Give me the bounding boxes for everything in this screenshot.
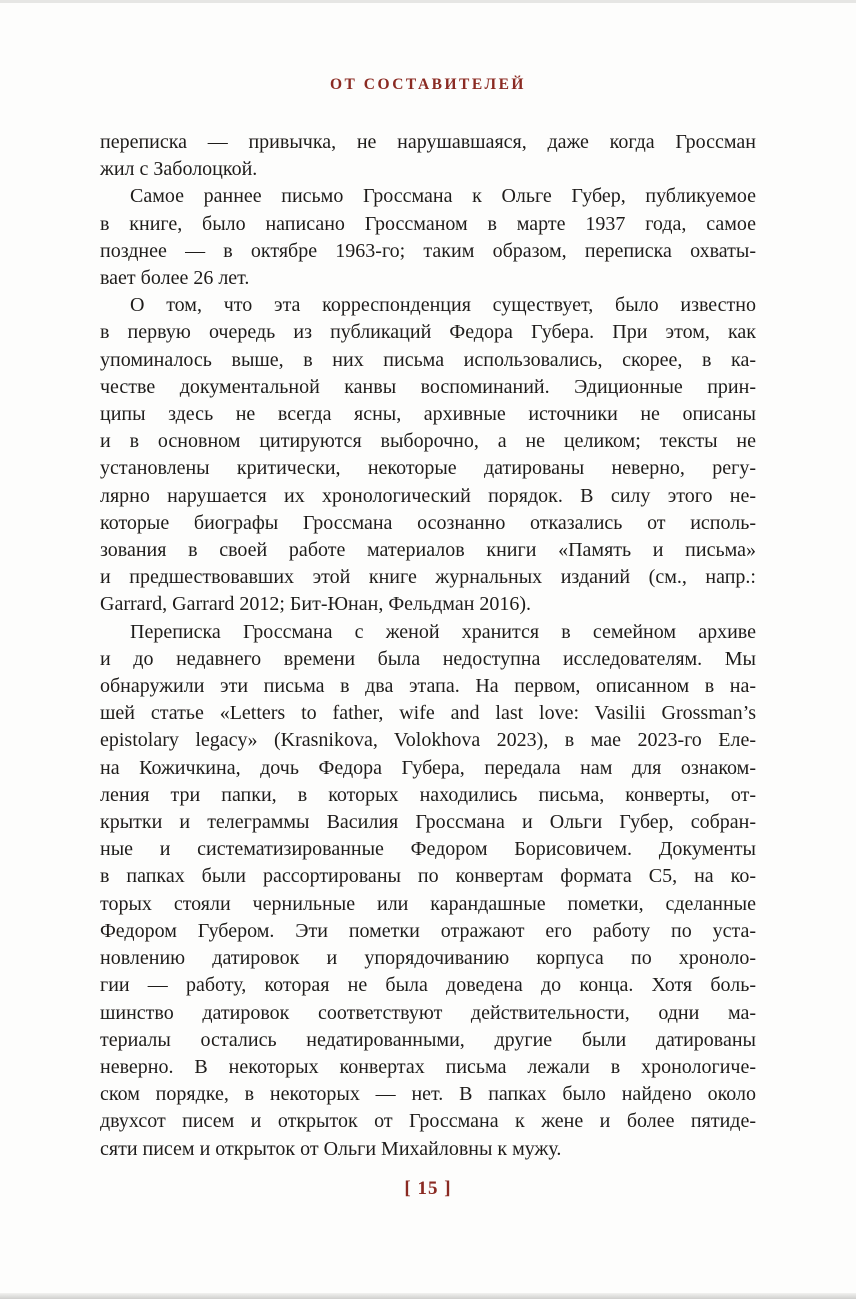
text-line: неверно. В некоторых конвертах письма лежали в хронологиче- (100, 1055, 756, 1078)
text-line: крытки и телеграммы Василия Гроссмана и Ольги Губер, собран- (100, 811, 756, 834)
text-line: новлению датировок и упорядочиванию корпуса по хроноло- (100, 947, 756, 970)
text-line: обнаружили эти письма в два этапа. На первом, описанном в на- (100, 675, 756, 698)
text-line: в книге, было написано Гроссманом в марте 1937 года, самое (100, 212, 756, 235)
text-line: Garrard, Garrard 2012; Бит-Юнан, Фельдман 2016). (100, 593, 532, 616)
page-top-edge (0, 0, 856, 3)
text-line: Федором Губером. Эти пометки отражают его работу по уста- (100, 919, 756, 942)
text-line: и предшествовавших этой книге журнальных изданий (см., напр.: (100, 566, 756, 589)
body-text (100, 129, 756, 1163)
text-line: лярно нарушается их хронологический порядок. В силу этого не- (100, 484, 756, 507)
text-line: ципы здесь не всегда ясны, архивные источники не описаны (100, 403, 756, 426)
text-line: переписка — привычка, не нарушавшаяся, даже когда Гроссман (100, 131, 756, 153)
text-line: ском порядке, в некоторых — нет. В папках было найдено около (100, 1083, 756, 1106)
text-line: шинство датировок соответствуют действительности, одни ма- (100, 1001, 756, 1024)
text-line: и в основном цитируются выборочно, а не целиком; тексты не (100, 430, 756, 453)
text-line: ные и систематизированные Федором Борисовичем. Документы (100, 838, 756, 861)
running-head: ОТ СОСТАВИТЕЛЕЙ (330, 76, 526, 93)
text-line: которые биографы Гроссмана осознанно отказались от исполь- (100, 511, 756, 534)
text-line: гии — работу, которая не была доведена до конца. Хотя боль- (100, 974, 756, 997)
text-line: ления три папки, в которых находились письма, конверты, от- (100, 783, 756, 806)
text-line: зования в своей работе материалов книги «Память и письма» (100, 539, 756, 562)
text-line: в папках были рассортированы по конвертам формата C5, на ко- (100, 865, 756, 888)
text-line: торых стояли чернильные или карандашные пометки, сделанные (100, 892, 756, 915)
text-line: на Кожичкина, дочь Федора Губера, передала нам для ознаком- (100, 756, 756, 779)
text-line: и до недавнего времени была недоступна исследователям. Мы (100, 647, 756, 670)
text-line: установлены критически, некоторые датированы неверно, регу- (100, 457, 756, 480)
page-number: [ 15 ] (404, 1178, 452, 1199)
text-line: териалы остались недатированными, другие были датированы (100, 1028, 756, 1051)
text-line: упоминалось выше, в них письма использовались, скорее, в ка- (100, 348, 756, 371)
page-bottom-edge (0, 1293, 856, 1299)
text-line: О том, что эта корреспонденция существует, было известно (130, 294, 756, 317)
text-line: в первую очередь из публикаций Федора Губера. При этом, как (100, 321, 756, 344)
text-line: Самое раннее письмо Гроссмана к Ольге Губер, публикуемое (130, 185, 756, 208)
text-line: жил с Заболоцкой. (100, 158, 258, 181)
text-line: Переписка Гроссмана с женой хранится в семейном архиве (130, 620, 756, 643)
text-line: двухсот писем и открыток от Гроссмана к жене и более пятиде- (100, 1110, 756, 1133)
text-line: сяти писем и открыток от Ольги Михайловны к мужу. (100, 1137, 562, 1160)
text-line: честве документальной канвы воспоминаний. Эдиционные прин- (100, 375, 756, 398)
text-line: epistolary legacy» (Krasnikova, Volokhova 2023), в мае 2023-го Еле- (100, 729, 756, 752)
text-line: позднее — в октябре 1963-го; таким образом, переписка охваты- (100, 239, 756, 262)
text-line: вает более 26 лет. (100, 267, 250, 290)
text-line: шей статье «Letters to father, wife and last love: Vasilii Grossman’s (100, 702, 756, 725)
